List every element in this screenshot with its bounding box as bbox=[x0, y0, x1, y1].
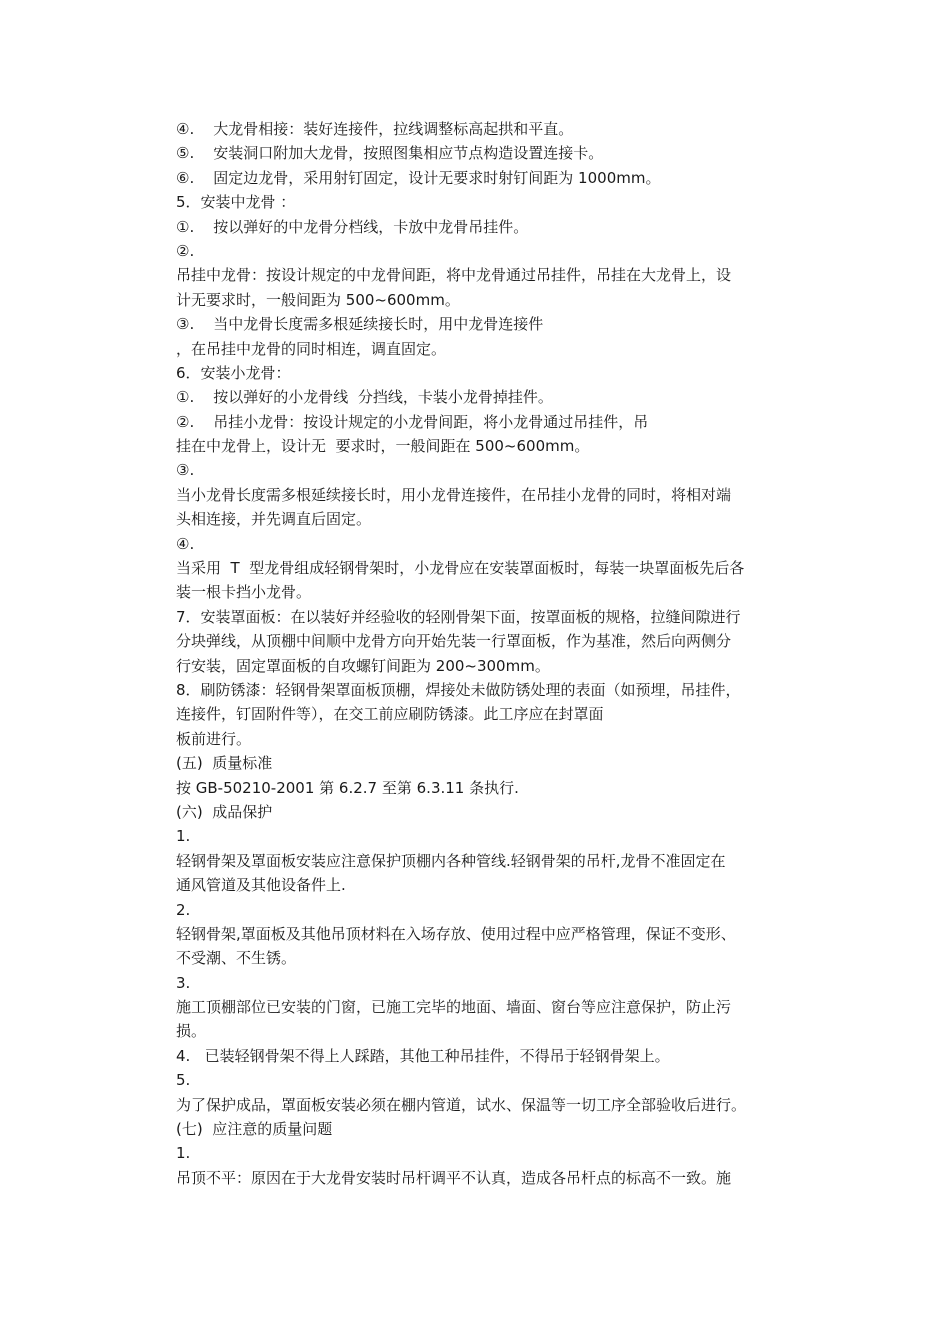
text-line: ①. 按以弹好的中龙骨分档线，卡放中龙骨吊挂件。 bbox=[176, 217, 529, 236]
section-heading: 6．安装小龙骨： bbox=[176, 363, 291, 382]
text-line: 头相连接，并先调直后固定。 bbox=[176, 510, 372, 529]
section-heading: (七) 应注意的质量问题 bbox=[176, 1120, 333, 1139]
text-line: 装一根卡挡小龙骨。 bbox=[176, 583, 312, 602]
text-line: 分块弹线，从顶棚中间顺中龙骨方向开始先装一行罩面板，作为基准，然后向两侧分 bbox=[176, 632, 732, 651]
text-line: ，在吊挂中龙骨的同时相连，调直固定。 bbox=[176, 339, 447, 358]
text-line: 通风管道及其他设备件上. bbox=[176, 876, 346, 895]
text-line: 吊顶不平：原因在于大龙骨安装时吊杆调平不认真，造成各吊杆点的标高不一致。施 bbox=[176, 1168, 732, 1187]
list-marker: 1. bbox=[176, 827, 191, 846]
section-heading: 5．安装中龙骨 ： bbox=[176, 193, 296, 212]
text-line: 轻钢骨架,罩面板及其他吊顶材料在入场存放、使用过程中应严格管理，保证不变形、 bbox=[176, 924, 736, 943]
list-marker: 2. bbox=[176, 900, 191, 919]
text-line: 4. 已装轻钢骨架不得上人踩踏，其他工种吊挂件，不得吊于轻钢骨架上。 bbox=[176, 1046, 670, 1065]
list-marker: 3. bbox=[176, 973, 191, 992]
text-line: 为了保护成品，罩面板安装必须在棚内管道，试水、保温等一切工序全部验收后进行。 bbox=[176, 1095, 747, 1114]
text-line: 轻钢骨架及罩面板安装应注意保护顶棚内各种管线.轻钢骨架的吊杆,龙骨不准固定在 bbox=[176, 851, 726, 870]
text-line: ①. 按以弹好的小龙骨线 分挡线，卡装小龙骨掉挂件。 bbox=[176, 388, 553, 407]
text-line: ⑤. 安装洞口附加大龙骨，按照图集相应节点构造设置连接卡。 bbox=[176, 144, 604, 163]
text-line: 当采用 T 型龙骨组成轻钢骨架时，小龙骨应在安装罩面板时，每装一块罩面板先后各 bbox=[176, 559, 745, 578]
section-heading: (六) 成品保护 bbox=[176, 802, 273, 821]
text-line: ②. 吊挂小龙骨：按设计规定的小龙骨间距，将小龙骨通过吊挂件，吊 bbox=[176, 412, 649, 431]
text-line: 7．安装罩面板：在以装好并经验收的轻刚骨架下面，按罩面板的规格，拉缝间隙进行 bbox=[176, 607, 741, 626]
text-line: 8．刷防锈漆：轻钢骨架罩面板顶棚，焊接处未做防锈处理的表面（如预埋，吊挂件， bbox=[176, 680, 741, 699]
text-line: 计无要求时，一般间距为 500~600mm。 bbox=[176, 290, 460, 309]
text-line: 按 GB-50210-2001 第 6.2.7 至第 6.3.11 条执行. bbox=[176, 778, 519, 797]
text-line: 当小龙骨长度需多根延续接长时，用小龙骨连接件，在吊挂小龙骨的同时，将相对端 bbox=[176, 485, 732, 504]
list-marker: ②. bbox=[176, 241, 195, 260]
list-marker: ④. bbox=[176, 534, 195, 553]
text-line: 挂在中龙骨上，设计无 要求时，一般间距在 500~600mm。 bbox=[176, 437, 590, 456]
text-line: 吊挂中龙骨：按设计规定的中龙骨间距，将中龙骨通过吊挂件，吊挂在大龙骨上，设 bbox=[176, 266, 732, 285]
text-line: ③. 当中龙骨长度需多根延续接长时，用中龙骨连接件 bbox=[176, 315, 544, 334]
list-marker: ③. bbox=[176, 461, 195, 480]
text-line: 板前进行。 bbox=[176, 729, 252, 748]
text-line: ⑥. 固定边龙骨，采用射钉固定，设计无要求时射钉间距为 1000mm。 bbox=[176, 168, 661, 187]
text-line: ④. 大龙骨相接：装好连接件，拉线调整标高起拱和平直。 bbox=[176, 120, 574, 138]
list-marker: 5. bbox=[176, 1071, 191, 1090]
text-line: 损。 bbox=[176, 1022, 207, 1041]
text-line: 行安装，固定罩面板的自攻螺钉间距为 200~300mm。 bbox=[176, 656, 550, 675]
section-heading: (五) 质量标准 bbox=[176, 754, 273, 773]
text-line: 连接件，钉固附件等），在交工前应刷防锈漆。此工序应在封罩面 bbox=[176, 705, 604, 724]
text-line: 不受潮、不生锈。 bbox=[176, 949, 297, 968]
list-marker: 1. bbox=[176, 1144, 191, 1163]
document-body bbox=[176, 117, 810, 1190]
text-line: 施工顶棚部位已安装的门窗，已施工完毕的地面、墙面、窗台等应注意保护，防止污 bbox=[176, 998, 732, 1017]
